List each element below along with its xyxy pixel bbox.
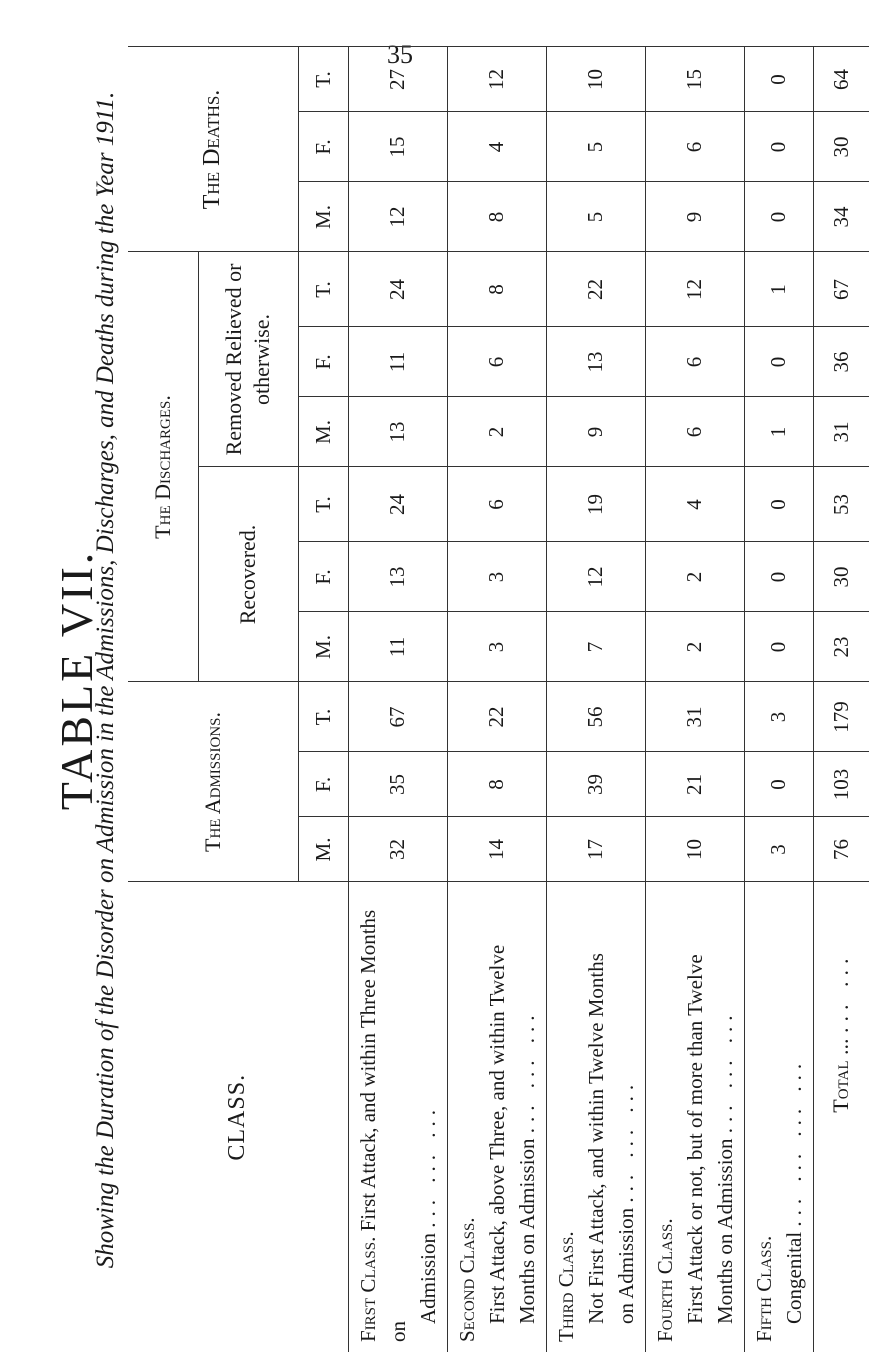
recovered-m-cell: 0 <box>744 612 813 682</box>
admissions-f-cell: 35 <box>348 752 447 817</box>
removed-m-header: M. <box>298 397 348 467</box>
removed-m-total: 31 <box>813 397 869 467</box>
recovered-f-cell: 12 <box>546 542 645 612</box>
removed-header: Removed Relieved or otherwise. <box>198 252 298 467</box>
removed-f-cell: 6 <box>447 327 546 397</box>
class-title: Second Class. <box>454 1217 479 1342</box>
recovered-f-cell: 0 <box>744 542 813 612</box>
removed-m-cell: 13 <box>348 397 447 467</box>
admissions-m-cell: 10 <box>645 817 744 882</box>
total-label-text: Total ... <box>828 1038 854 1113</box>
total-label <box>813 882 869 1352</box>
removed-t-cell: 8 <box>447 252 546 327</box>
recovered-t-header: T. <box>298 467 348 542</box>
recovered-f-total: 30 <box>813 542 869 612</box>
deaths-f-cell: 4 <box>447 112 546 182</box>
recovered-f-header: F. <box>298 542 348 612</box>
recovered-f-cell: 3 <box>447 542 546 612</box>
leader-dots: ... ... <box>828 952 854 1033</box>
admissions-m-cell: 32 <box>348 817 447 882</box>
class-description: Congenital <box>781 1231 806 1324</box>
class-description: Not First Attack, and within Twelve Months <box>583 953 608 1324</box>
removed-f-cell: 6 <box>645 327 744 397</box>
deaths-t-header: T. <box>298 47 348 112</box>
class-title: First Class. <box>355 1236 380 1342</box>
admissions-f-total: 103 <box>813 752 869 817</box>
discharges-header: The Discharges. <box>128 252 198 682</box>
deaths-t-total: 64 <box>813 47 869 112</box>
removed-m-cell: 2 <box>447 397 546 467</box>
removed-t-cell: 12 <box>645 252 744 327</box>
recovered-m-header: M. <box>298 612 348 682</box>
deaths-f-cell: 5 <box>546 112 645 182</box>
deaths-f-header: F. <box>298 112 348 182</box>
table-row <box>447 47 546 1352</box>
class-description-cont: Months on Admission <box>514 1138 539 1324</box>
class-label <box>546 882 645 1352</box>
class-title: Fifth Class. <box>751 1235 776 1342</box>
class-label <box>744 882 813 1352</box>
recovered-f-cell: 2 <box>645 542 744 612</box>
deaths-m-cell: 8 <box>447 182 546 252</box>
table-row <box>348 47 447 1352</box>
admissions-f-cell: 8 <box>447 752 546 817</box>
admissions-m-header: M. <box>298 817 348 882</box>
admissions-t-total: 179 <box>813 682 869 752</box>
removed-t-cell: 1 <box>744 252 813 327</box>
removed-f-total: 36 <box>813 327 869 397</box>
recovered-m-cell: 7 <box>546 612 645 682</box>
leader-dots: ... ... ... <box>514 1009 539 1134</box>
admissions-m-cell: 14 <box>447 817 546 882</box>
removed-m-cell: 9 <box>546 397 645 467</box>
deaths-header: The Deaths. <box>128 47 298 252</box>
removed-m-cell: 6 <box>645 397 744 467</box>
class-label <box>348 882 447 1352</box>
deaths-m-cell: 0 <box>744 182 813 252</box>
removed-f-cell: 11 <box>348 327 447 397</box>
class-label <box>447 882 546 1352</box>
admissions-m-total: 76 <box>813 817 869 882</box>
deaths-m-cell: 12 <box>348 182 447 252</box>
removed-m-cell: 1 <box>744 397 813 467</box>
page-number: 35 <box>387 40 413 69</box>
recovered-t-cell: 19 <box>546 467 645 542</box>
recovered-header: Recovered. <box>198 467 298 682</box>
class-description-cont: on Admission <box>613 1207 638 1324</box>
deaths-m-cell: 9 <box>645 182 744 252</box>
class-description: First Attack, and within Three Months on <box>355 909 410 1342</box>
recovered-f-cell: 13 <box>348 542 447 612</box>
recovered-m-cell: 2 <box>645 612 744 682</box>
deaths-t-cell: 27 <box>348 47 447 112</box>
admissions-t-cell: 31 <box>645 682 744 752</box>
admissions-header: The Admissions. <box>128 682 298 882</box>
removed-t-cell: 22 <box>546 252 645 327</box>
recovered-t-total: 53 <box>813 467 869 542</box>
class-column-header: CLASS. <box>128 882 348 1352</box>
admissions-t-cell: 22 <box>447 682 546 752</box>
class-description: First Attack or not, but of more than Twelve <box>682 954 707 1324</box>
class-title: Third Class. <box>553 1231 578 1342</box>
admissions-t-cell: 56 <box>546 682 645 752</box>
table-label: TABLE VII. <box>51 549 102 811</box>
deaths-m-header: M. <box>298 182 348 252</box>
class-title: Fourth Class. <box>652 1218 677 1342</box>
recovered-t-cell: 4 <box>645 467 744 542</box>
admissions-t-cell: 3 <box>744 682 813 752</box>
admissions-f-cell: 0 <box>744 752 813 817</box>
removed-t-total: 67 <box>813 252 869 327</box>
recovered-m-cell: 3 <box>447 612 546 682</box>
removed-f-header: F. <box>298 327 348 397</box>
deaths-f-total: 30 <box>813 112 869 182</box>
table-subtitle: Showing the Duration of the Disorder on Admission in the Admissions, Discharges, and Deaths during the Year 1911. <box>92 91 119 1269</box>
class-description: First Attack, above Three, and within Twelve <box>484 944 509 1324</box>
admissions-m-cell: 3 <box>744 817 813 882</box>
class-description-cont: Months on Admission <box>712 1138 737 1324</box>
table-row <box>744 47 813 1352</box>
admissions-f-cell: 39 <box>546 752 645 817</box>
removed-t-cell: 24 <box>348 252 447 327</box>
leader-dots: ... ... ... <box>712 1009 737 1134</box>
class-description-cont: Admission <box>415 1232 440 1324</box>
deaths-f-cell: 15 <box>348 112 447 182</box>
recovered-t-cell: 6 <box>447 467 546 542</box>
recovered-m-cell: 11 <box>348 612 447 682</box>
admissions-f-cell: 21 <box>645 752 744 817</box>
deaths-m-cell: 5 <box>546 182 645 252</box>
data-table <box>128 46 869 1352</box>
leader-dots: ... ... ... <box>613 1078 638 1203</box>
recovered-t-cell: 24 <box>348 467 447 542</box>
deaths-f-cell: 0 <box>744 112 813 182</box>
admissions-t-cell: 67 <box>348 682 447 752</box>
deaths-t-cell: 15 <box>645 47 744 112</box>
admissions-f-header: F. <box>298 752 348 817</box>
deaths-m-total: 34 <box>813 182 869 252</box>
removed-t-header: T. <box>298 252 348 327</box>
removed-f-cell: 13 <box>546 327 645 397</box>
recovered-t-cell: 0 <box>744 467 813 542</box>
leader-dots: ... ... ... <box>415 1103 440 1228</box>
removed-f-cell: 0 <box>744 327 813 397</box>
admissions-m-cell: 17 <box>546 817 645 882</box>
deaths-t-cell: 0 <box>744 47 813 112</box>
leader-dots: ... ... ... ... <box>781 1057 806 1227</box>
class-label <box>645 882 744 1352</box>
table-row <box>645 47 744 1352</box>
recovered-m-total: 23 <box>813 612 869 682</box>
deaths-f-cell: 6 <box>645 112 744 182</box>
table-row <box>546 47 645 1352</box>
deaths-t-cell: 12 <box>447 47 546 112</box>
admissions-t-header: T. <box>298 682 348 752</box>
total-row <box>813 47 869 1352</box>
deaths-t-cell: 10 <box>546 47 645 112</box>
